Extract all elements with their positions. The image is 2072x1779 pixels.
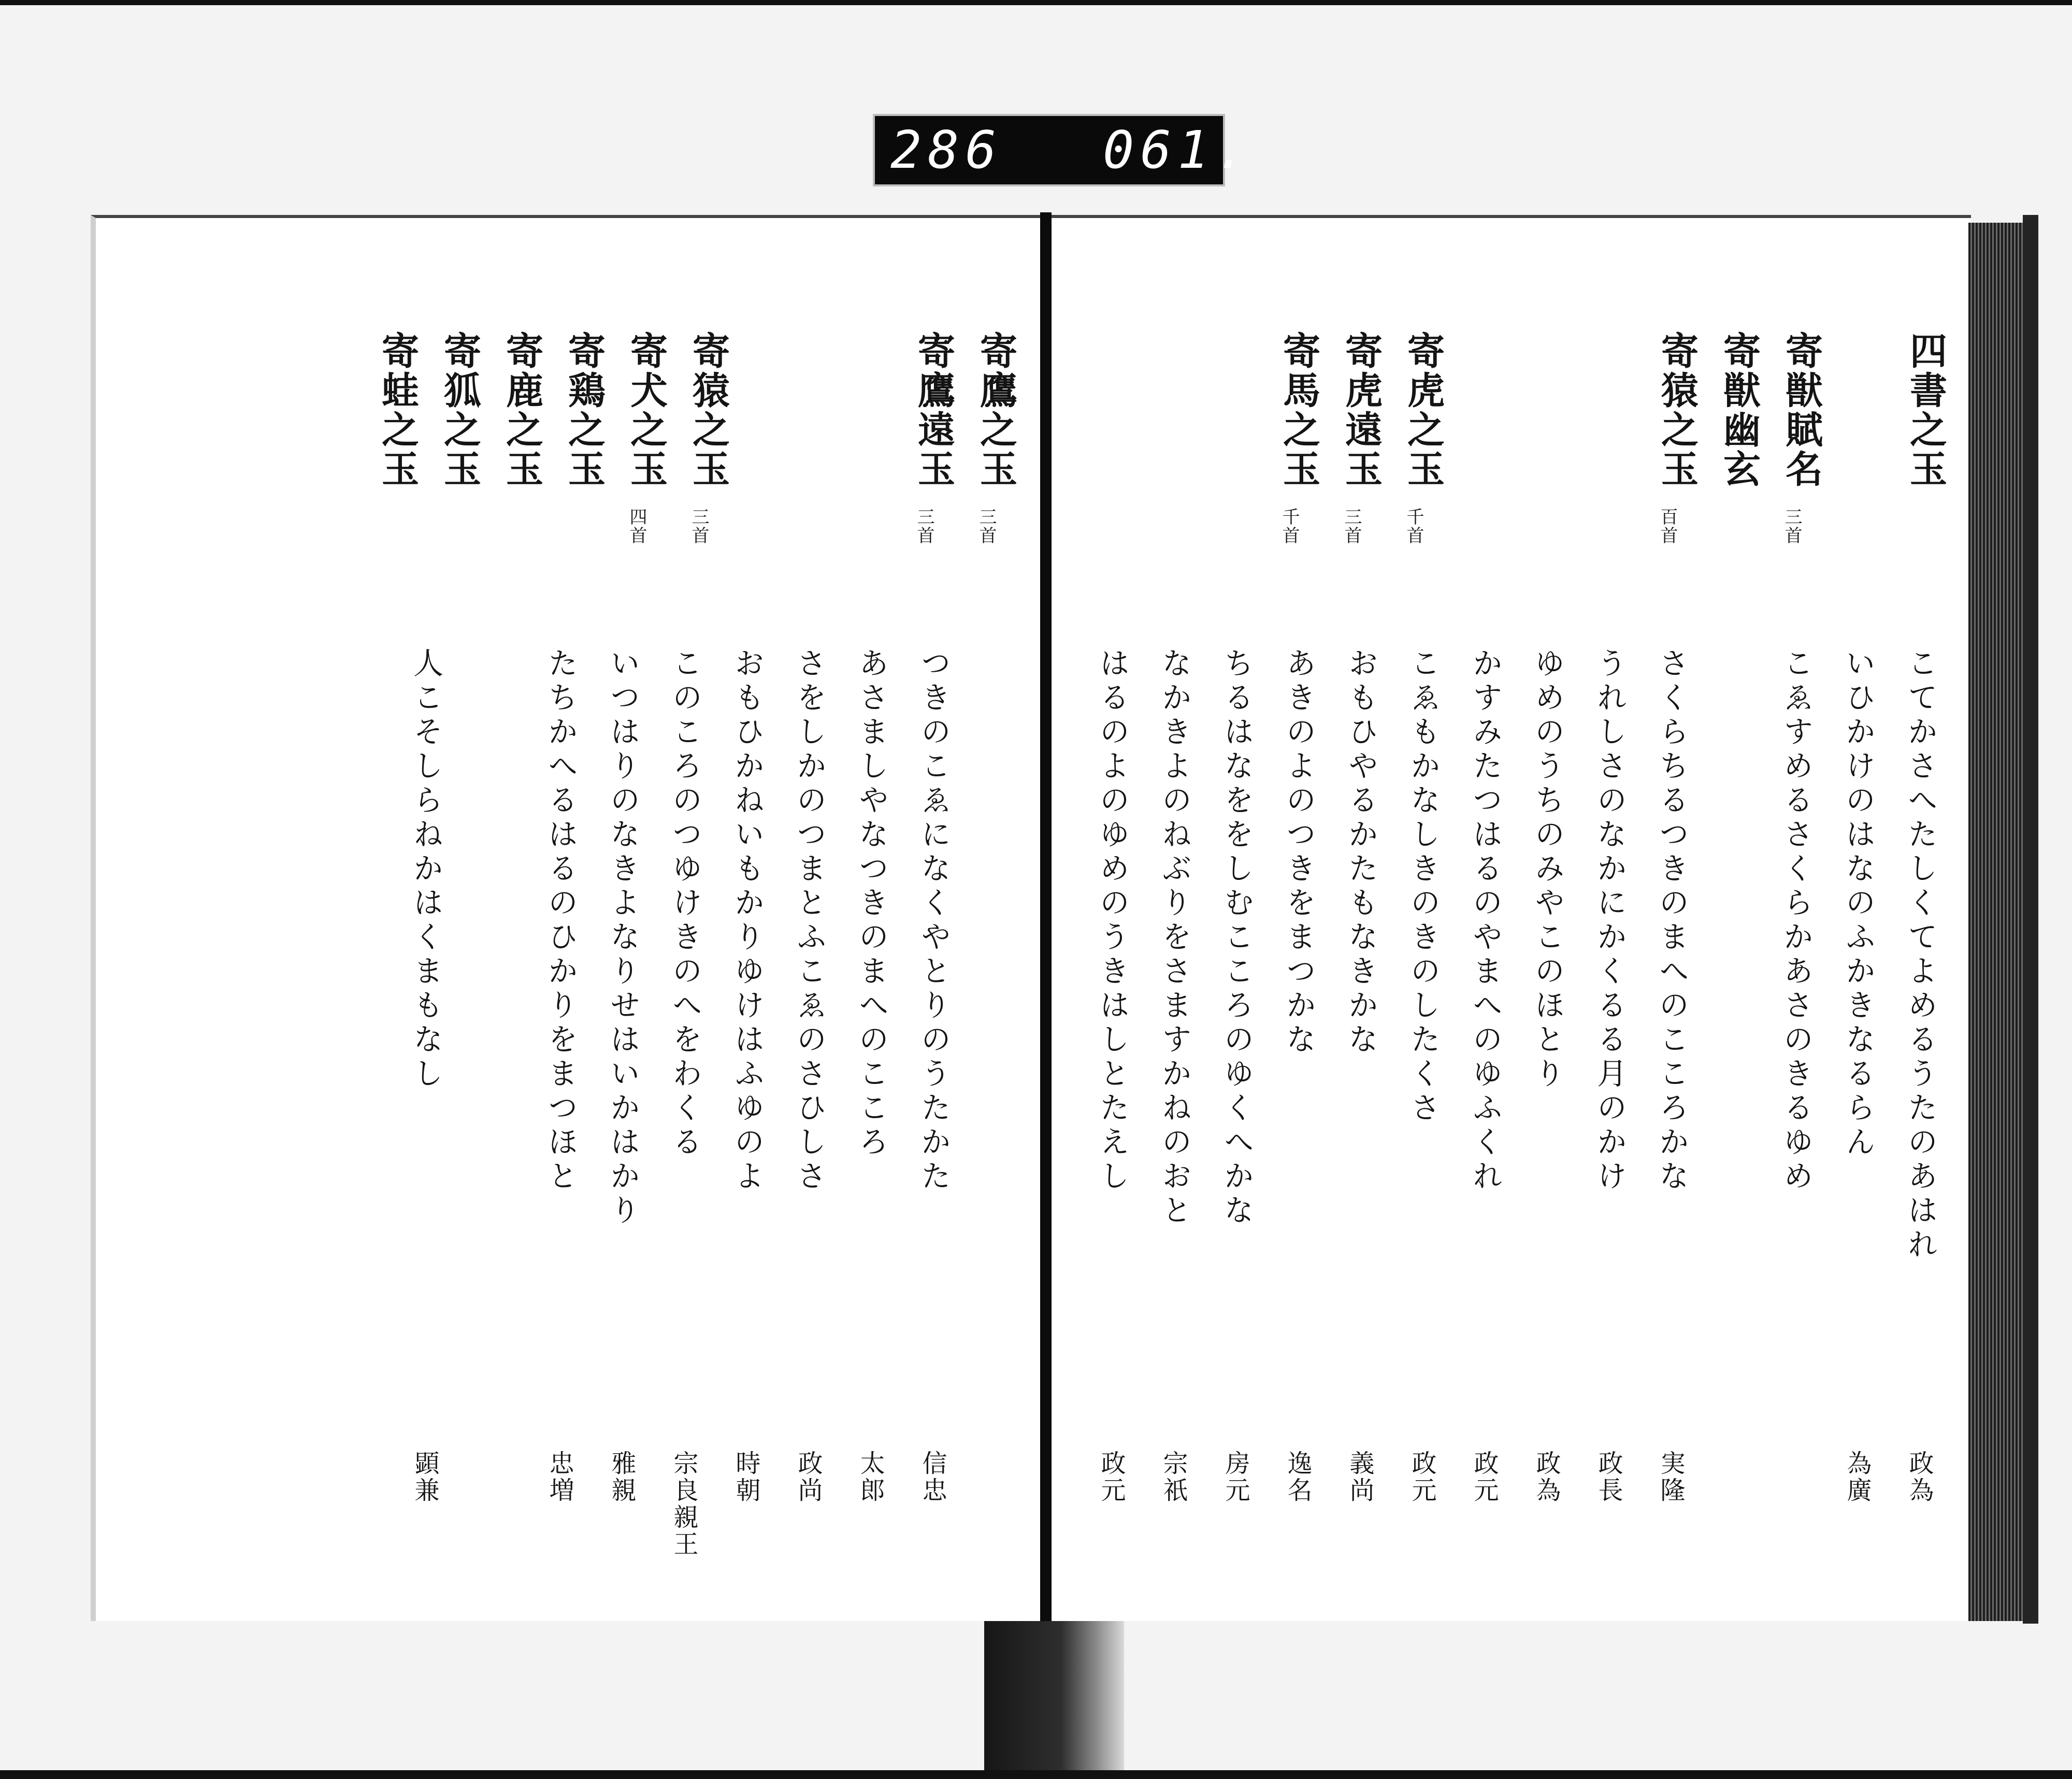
poem-author: 政長 — [1594, 1450, 1623, 1504]
poem-line: ちるはなををしむこころのゆくへかな — [1219, 647, 1254, 1228]
poem-line: たちかへるはるのひかりをまつほと — [543, 647, 578, 1194]
top-rule — [0, 0, 2072, 5]
heading-annotation: 三首 — [976, 508, 997, 545]
poem-line: おもひかねいもかりゆけはふゆのよ — [729, 647, 765, 1194]
poem-author: 政尚 — [794, 1450, 823, 1504]
poem-line: さくらちるつきのまへのこころかな — [1654, 647, 1689, 1194]
heading-annotation: 四首 — [626, 508, 647, 545]
poem-author: 逸名 — [1283, 1450, 1312, 1504]
section-heading: 寄鷹遠玉 — [912, 331, 956, 489]
poem-author: 政為 — [1905, 1450, 1934, 1504]
poem-author: 為廣 — [1843, 1450, 1872, 1504]
poem-line: こてかさへたしくてよめるうたのあはれ — [1903, 647, 1938, 1263]
heading-annotation: 三首 — [914, 508, 934, 545]
poem-author: 実隆 — [1656, 1450, 1685, 1504]
frame-number: 061. — [1103, 120, 1253, 180]
poem-line: うれしさのなかにかくるる月のかけ — [1592, 647, 1627, 1194]
poem-line: つきのこゑになくやとりのうたかた — [916, 647, 951, 1194]
heading-annotation: 千首 — [1403, 508, 1424, 545]
poem-author: 雅親 — [607, 1450, 636, 1504]
poem-author: 政元 — [1407, 1450, 1436, 1504]
poem-author: 太郎 — [856, 1450, 885, 1504]
poem-line: いひかけのはなのふかきなるらん — [1840, 647, 1876, 1160]
book-spine — [1040, 212, 1052, 1631]
section-heading: 寄鶏之玉 — [562, 331, 606, 489]
poem-line: このころのつゆけきのへをわくる — [667, 647, 702, 1160]
section-heading: 寄猿之玉 — [1655, 331, 1699, 489]
poem-author: 義尚 — [1345, 1450, 1374, 1504]
heading-annotation: 千首 — [1279, 508, 1300, 545]
poem-line: おもひやるかたもなきかな — [1343, 647, 1378, 1058]
section-heading: 寄狐之玉 — [438, 331, 482, 489]
poem-line: 人こそしらねかはくまもなし — [408, 647, 443, 1092]
section-heading: 寄馬之玉 — [1277, 331, 1321, 489]
heading-annotation: 三首 — [1341, 508, 1362, 545]
poem-author: 政為 — [1532, 1450, 1561, 1504]
poem-line: なかきよのねぶりをさますかねのおと — [1157, 647, 1192, 1228]
page-edge-lip — [2023, 215, 2038, 1624]
poem-line: かすみたつはるのやまへのゆふくれ — [1467, 647, 1503, 1194]
poem-line: こゑもかなしきのきのしたくさ — [1405, 647, 1441, 1126]
poem-line: さをしかのつまとふこゑのさひしさ — [792, 647, 827, 1194]
section-heading: 寄虎之玉 — [1401, 331, 1445, 489]
section-heading: 寄蛙之玉 — [376, 331, 420, 489]
section-heading: 寄獣幽玄 — [1717, 331, 1761, 489]
section-heading: 四書之玉 — [1904, 331, 1948, 489]
poem-line: あさましやなつきのまへのこころ — [854, 647, 889, 1160]
poem-line: いつはりのなきよなりせはいかはかり — [605, 647, 640, 1228]
poem-author: 房元 — [1221, 1450, 1250, 1504]
poem-line: はるのよのゆめのうきはしとたえし — [1095, 647, 1130, 1194]
spine-shadow — [984, 1621, 1124, 1771]
poem-author: 宗祇 — [1159, 1450, 1188, 1504]
heading-annotation: 百首 — [1657, 508, 1678, 545]
poem-author: 信忠 — [918, 1450, 947, 1504]
heading-annotation: 三首 — [688, 508, 709, 545]
poem-line: こゑすめるさくらかあさのきるゆめ — [1778, 647, 1814, 1194]
section-heading: 寄鹿之玉 — [500, 331, 544, 489]
frame-number-label — [873, 114, 1253, 186]
section-heading: 寄犬之玉 — [624, 331, 668, 489]
poem-author: 時朝 — [731, 1450, 760, 1504]
section-heading: 寄猿之玉 — [686, 331, 730, 489]
reel-number: 286 — [890, 120, 1003, 180]
section-heading: 寄虎遠玉 — [1339, 331, 1383, 489]
poem-line: ゆめのうちのみやこのほとり — [1530, 647, 1565, 1092]
poem-author: 政元 — [1470, 1450, 1499, 1504]
section-heading: 寄鷹之玉 — [974, 331, 1018, 489]
heading-annotation: 三首 — [1781, 508, 1802, 545]
bottom-rule — [0, 1770, 2072, 1779]
poem-author: 政元 — [1097, 1450, 1126, 1504]
section-heading: 寄獣賦名 — [1779, 331, 1823, 489]
poem-author: 顕兼 — [410, 1450, 439, 1504]
poem-author: 宗良親王 — [669, 1450, 698, 1558]
poem-line: あきのよのつきをまつかな — [1281, 647, 1316, 1058]
page-edges — [1968, 223, 2025, 1621]
poem-author: 忠増 — [545, 1450, 574, 1504]
